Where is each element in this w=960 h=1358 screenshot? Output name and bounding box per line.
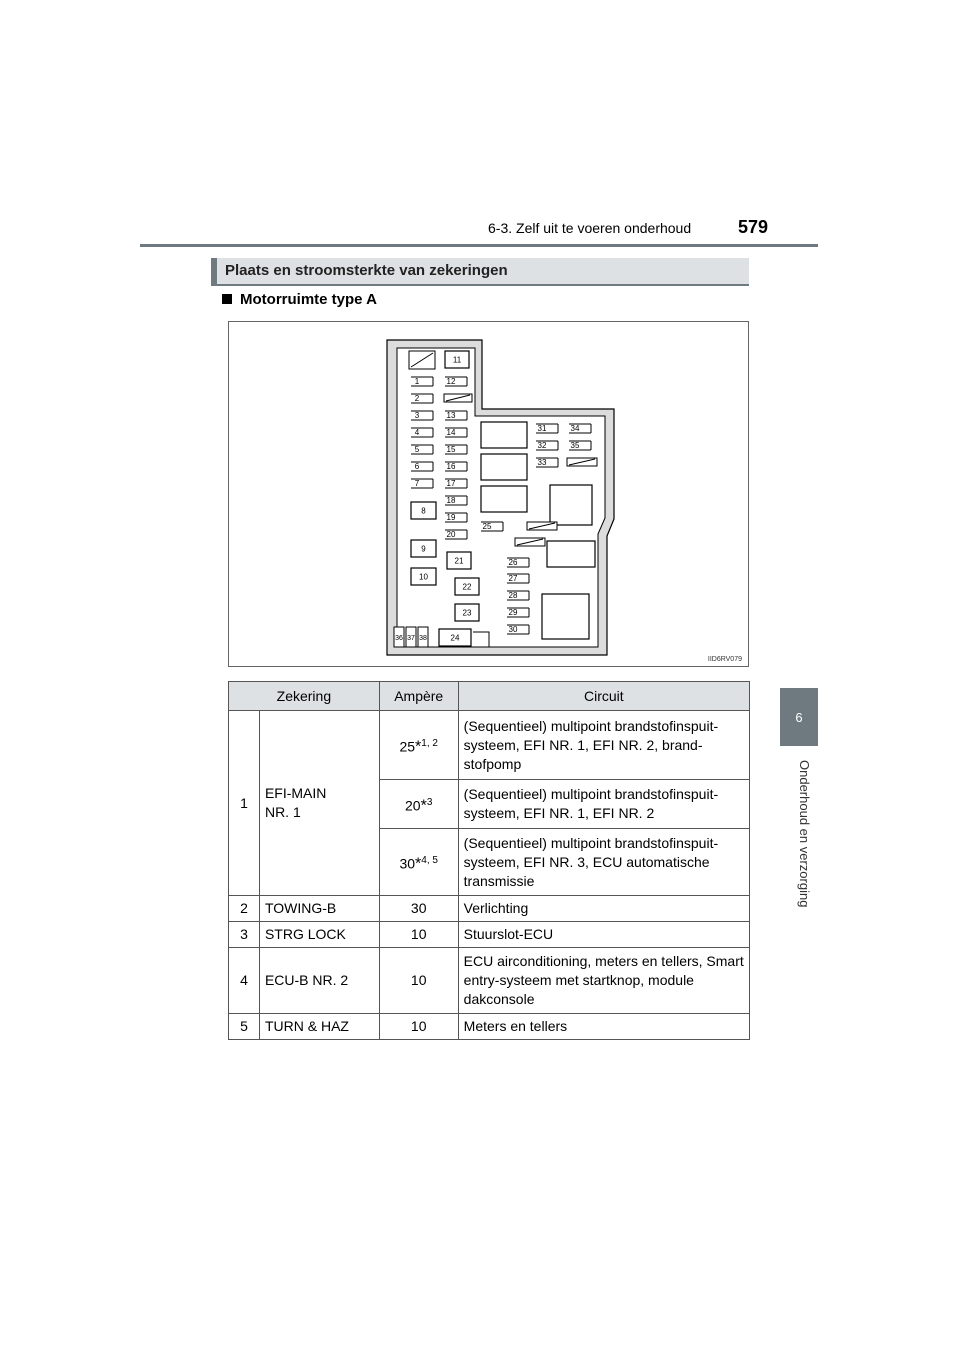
fuse-circuit: Meters en tellers: [458, 1014, 749, 1040]
table-header-row: [229, 682, 750, 711]
running-header-section: 6-3. Zelf uit te voeren onderhoud: [488, 220, 692, 236]
relay-or-large-fuse: [542, 594, 589, 639]
fuse-label: 25: [482, 522, 492, 531]
relay-or-large-fuse: [481, 422, 527, 448]
fuse-number: 3: [229, 922, 260, 948]
fuse-label: 15: [446, 445, 456, 454]
fuse-label: 17: [446, 479, 456, 488]
fuse-label: 28: [508, 591, 518, 600]
fuse-circuit: (Sequentieel) multipoint brandstofinspuit-systeem, EFI NR. 1, EFI NR. 2: [458, 780, 749, 829]
fuse-number: 1: [229, 711, 260, 896]
fuse-label: 21: [454, 556, 464, 566]
subheading: [222, 291, 377, 308]
fuse-label: 34: [570, 424, 580, 433]
footnote-ref: 4, 5: [421, 854, 438, 866]
fuse-name: STRG LOCK: [259, 922, 379, 948]
fuse-name: TURN & HAZ: [259, 1014, 379, 1040]
fuse-label: 36: [395, 635, 403, 642]
fuse-label: 5: [414, 445, 420, 454]
subheading-text: Motorruimte type A: [240, 291, 377, 308]
figure-code: IID6RV079: [707, 656, 742, 663]
relay-or-large-fuse: [547, 541, 595, 567]
fuse-name-line: NR. 1: [264, 804, 301, 820]
fuse-label: 2: [414, 394, 420, 403]
fuse-label: 19: [446, 513, 456, 522]
fuse-circuit: Verlichting: [458, 896, 749, 922]
footnote-ref: 3: [426, 796, 433, 808]
asterisk-icon: *: [415, 855, 422, 873]
fuse-box-drawing: [229, 322, 748, 666]
col-header-ampere: Ampère: [379, 682, 458, 711]
fuse-circuit: (Sequentieel) multipoint brandstofinspuit-systeem, EFI NR. 1, EFI NR. 2, brand-stofpomp: [458, 711, 749, 780]
fuse-label: 9: [421, 544, 426, 554]
fuse-ampere: 10: [379, 922, 458, 948]
col-header-zekering: Zekering: [229, 682, 380, 711]
chapter-tab-number: 6: [780, 688, 818, 746]
fuse-circuit: Stuurslot-ECU: [458, 922, 749, 948]
fuse-label: 37: [407, 635, 415, 642]
fuse-label: 26: [508, 558, 518, 567]
fuse-label: 1: [414, 377, 420, 386]
fuse-label: 30: [508, 625, 518, 634]
fuse-box-diagram: [228, 321, 749, 667]
fuse-label: 13: [446, 411, 456, 420]
fuse-number: 2: [229, 896, 260, 922]
fuse-ampere: 10: [379, 1014, 458, 1040]
table-row: [229, 711, 750, 780]
fuse-table: [228, 681, 750, 1040]
fuse-label: 38: [419, 635, 427, 642]
relay-or-large-fuse: [550, 485, 592, 525]
fuse-label: 18: [446, 496, 456, 505]
fuse-circuit: (Sequentieel) multipoint brandstofinspuit-systeem, EFI NR. 3, ECU automatische transmissie: [458, 829, 749, 896]
asterisk-icon: *: [420, 797, 427, 815]
fuse-label: 22: [462, 582, 472, 592]
fuse-label: 3: [414, 411, 420, 420]
fuse-label: 4: [414, 428, 420, 437]
section-heading-bar: [211, 258, 749, 286]
fuse-label: 10: [419, 572, 428, 582]
fuse-label: 32: [537, 441, 547, 450]
relay-or-large-fuse: [481, 454, 527, 480]
fuse-name: [259, 711, 379, 896]
fuse-label: 8: [421, 506, 426, 516]
fuse-label: 16: [446, 462, 456, 471]
table-row: [229, 1014, 750, 1040]
fuse-ampere: 20*$^3$: [379, 780, 458, 829]
table-row: [229, 922, 750, 948]
chapter-tab-title: Onderhoud en verzorging: [797, 760, 812, 908]
asterisk-icon: *: [415, 738, 422, 756]
fuse-ampere: 30*$^{4, 5}$: [379, 829, 458, 896]
page-number: 579: [738, 217, 769, 237]
footnote-ref: 1, 2: [421, 737, 438, 749]
fuse-number: 5: [229, 1014, 260, 1040]
col-header-circuit: Circuit: [458, 682, 749, 711]
fuse-label: 14: [446, 428, 456, 437]
table-row: [229, 896, 750, 922]
square-bullet-icon: [222, 294, 232, 304]
table-row: [229, 948, 750, 1014]
fuse-label: 12: [446, 377, 456, 386]
fuse-ampere: 10: [379, 948, 458, 1014]
fuse-label: 7: [414, 479, 420, 488]
fuse-label: 6: [414, 462, 420, 471]
fuse-ampere: 25*$^{1, 2}$: [379, 711, 458, 780]
section-title: Plaats en stroomsterkte van zekeringen: [225, 262, 508, 279]
fuse-label: 31: [537, 424, 547, 433]
header-rule: [140, 244, 818, 247]
fuse-label: 33: [537, 458, 547, 467]
fuse-label: 23: [462, 608, 472, 618]
fuse-ampere: 30: [379, 896, 458, 922]
fuse-name: TOWING-B: [259, 896, 379, 922]
fuse-label: 29: [508, 608, 518, 617]
fuse-number: 4: [229, 948, 260, 1014]
fuse-circuit: ECU airconditioning, meters en tellers, Smart entry-systeem met startknop, module dakconsole: [458, 948, 749, 1014]
fuse-label: 35: [570, 441, 580, 450]
fuse-name: ECU-B NR. 2: [259, 948, 379, 1014]
relay-or-large-fuse: [481, 486, 527, 512]
fuse-label: 20: [446, 530, 456, 539]
fuse-name-line: EFI-MAIN: [264, 785, 327, 801]
fuse-label: 27: [508, 574, 518, 583]
fuse-label: 11: [452, 355, 462, 365]
fuse-label: 24: [450, 633, 460, 643]
